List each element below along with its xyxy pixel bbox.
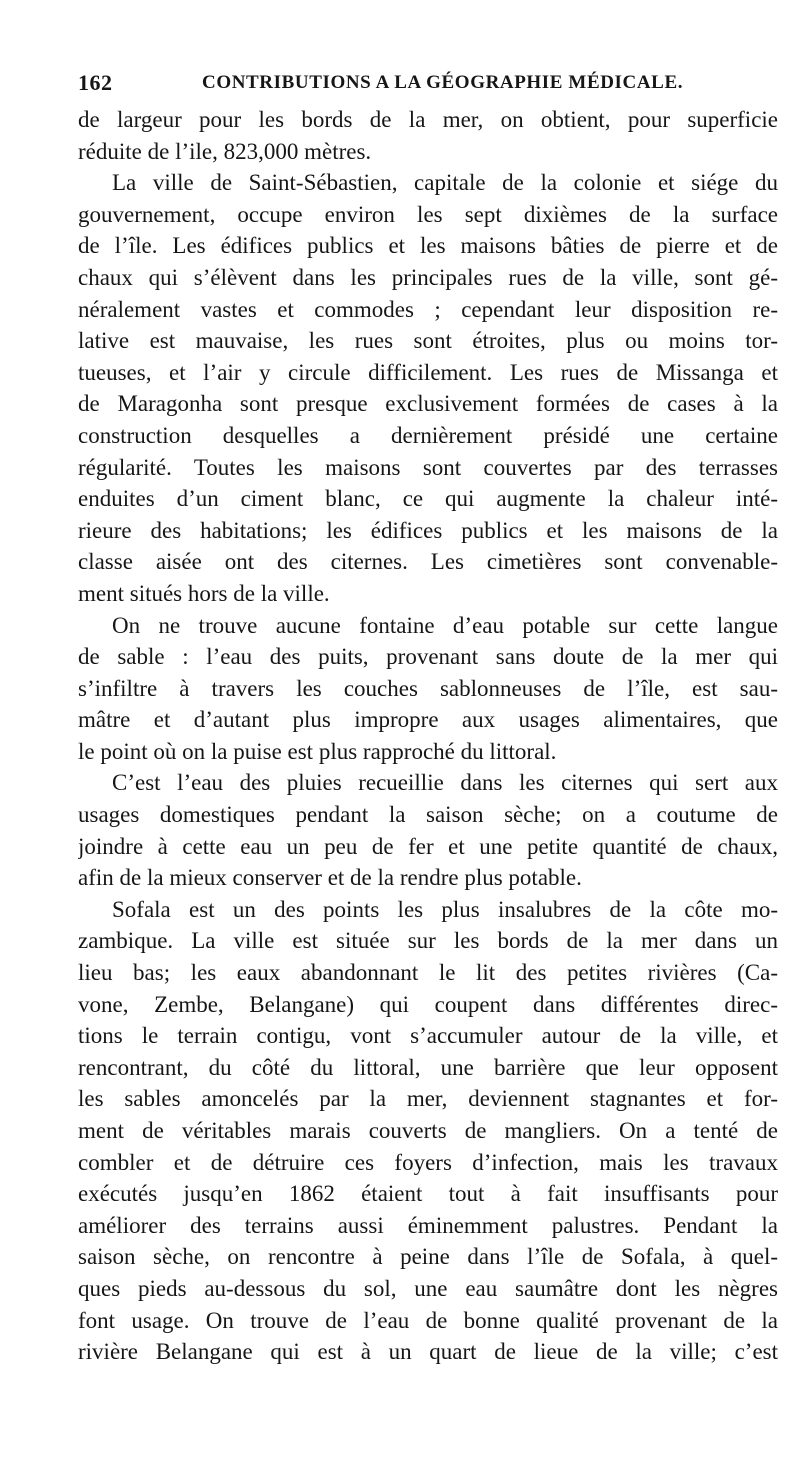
text-line: joindre à cette eau un peu de fer et une petite quantité de chaux, — [78, 833, 778, 859]
text-line: mâtre et d’autant plus impropre aux usages alimentaires, que — [78, 707, 778, 733]
text-line: font usage. On trouve de l’eau de bonne qualité provenant de la — [78, 1307, 778, 1333]
text-line: néralement vastes et commodes ; cependant leur disposition re- — [78, 296, 778, 322]
text-line: exécutés jusqu’en 1862 étaient tout à fait insuffisants pour — [78, 1181, 778, 1207]
text-line: rencontrant, du côté du littoral, une barrière que leur opposent — [78, 1054, 778, 1080]
text-line: La ville de Saint-Sébastien, capitale de la colonie et siége du — [112, 170, 778, 196]
text-line: classe aisée ont des citernes. Les cimetières sont convenable- — [78, 549, 778, 575]
text-line: rivière Belangane qui est à un quart de lieue de la ville; c’est — [78, 1339, 778, 1365]
text-line: tions le terrain contigu, vont s’accumuler autour de la ville, et — [78, 1023, 778, 1049]
text-line: combler et de détruire ces foyers d’infection, mais les travaux — [78, 1149, 778, 1175]
text-line: tueuses, et l’air y circule difficilement. Les rues de Missanga et — [78, 359, 778, 385]
running-head: CONTRIBUTIONS A LA GÉOGRAPHIE MÉDICALE. — [202, 72, 684, 93]
text-line: Sofala est un des points les plus insalubres de la côte mo- — [112, 896, 778, 922]
paragraph — [78, 167, 778, 609]
text-line: gouvernement, occupe environ les sept dixièmes de la surface — [78, 201, 778, 227]
text-line: le point où on la puise est plus rapproché du littoral. — [78, 738, 557, 764]
text-line: réduite de l’ile, 823,000 mètres. — [78, 138, 372, 164]
text-line: zambique. La ville est située sur les bords de la mer dans un — [78, 928, 778, 954]
text-line: C’est l’eau des pluies recueillie dans les citernes qui sert aux — [112, 770, 778, 796]
text-line: chaux qui s’élèvent dans les principales rues de la ville, sont gé- — [78, 264, 778, 290]
text-line: ment situés hors de la ville. — [78, 580, 330, 606]
page-number: 162 — [78, 70, 113, 95]
page-header — [78, 70, 778, 100]
text-line: afin de la mieux conserver et de la rendre plus potable. — [78, 865, 582, 891]
text-line: ques pieds au-dessous du sol, une eau saumâtre dont les nègres — [78, 1275, 778, 1301]
text-line: enduites d’un ciment blanc, ce qui augmente la chaleur inté- — [78, 486, 778, 512]
text-line: de l’île. Les édifices publics et les maisons bâties de pierre et de — [78, 233, 778, 259]
text-line: les sables amoncelés par la mer, deviennent stagnantes et for- — [78, 1086, 778, 1112]
paragraph — [78, 894, 778, 1368]
text-line: de Maragonha sont presque exclusivement formées de cases à la — [78, 391, 778, 417]
text-line: vone, Zembe, Belangane) qui coupent dans différentes direc- — [78, 991, 778, 1017]
text-line: lative est mauvaise, les rues sont étroites, plus ou moins tor- — [78, 328, 778, 354]
text-line: lieu bas; les eaux abandonnant le lit des petites rivières (Ca- — [78, 960, 778, 986]
text-line: construction desquelles a dernièrement présidé une certaine — [78, 422, 778, 448]
paragraph — [78, 767, 778, 893]
paragraph — [78, 610, 778, 768]
body-text — [78, 104, 778, 1368]
text-line: de largeur pour les bords de la mer, on obtient, pour superficie — [78, 107, 778, 132]
text-line: de sable : l’eau des puits, provenant sans doute de la mer qui — [78, 644, 778, 670]
text-line: régularité. Toutes les maisons sont couvertes par des terrasses — [78, 454, 778, 480]
text-line: usages domestiques pendant la saison sèche; on a coutume de — [78, 802, 778, 828]
text-line: rieure des habitations; les édifices publics et les maisons de la — [78, 517, 778, 543]
text-line: s’infiltre à travers les couches sablonneuses de l’île, est sau- — [78, 675, 778, 701]
text-line: saison sèche, on rencontre à peine dans l’île de Sofala, à quel- — [78, 1244, 778, 1270]
text-line: On ne trouve aucune fontaine d’eau potable sur cette langue — [112, 612, 778, 638]
text-line: améliorer des terrains aussi éminemment palustres. Pendant la — [78, 1212, 778, 1238]
text-line: ment de véritables marais couverts de mangliers. On a tenté de — [78, 1118, 778, 1143]
paragraph — [78, 104, 778, 167]
